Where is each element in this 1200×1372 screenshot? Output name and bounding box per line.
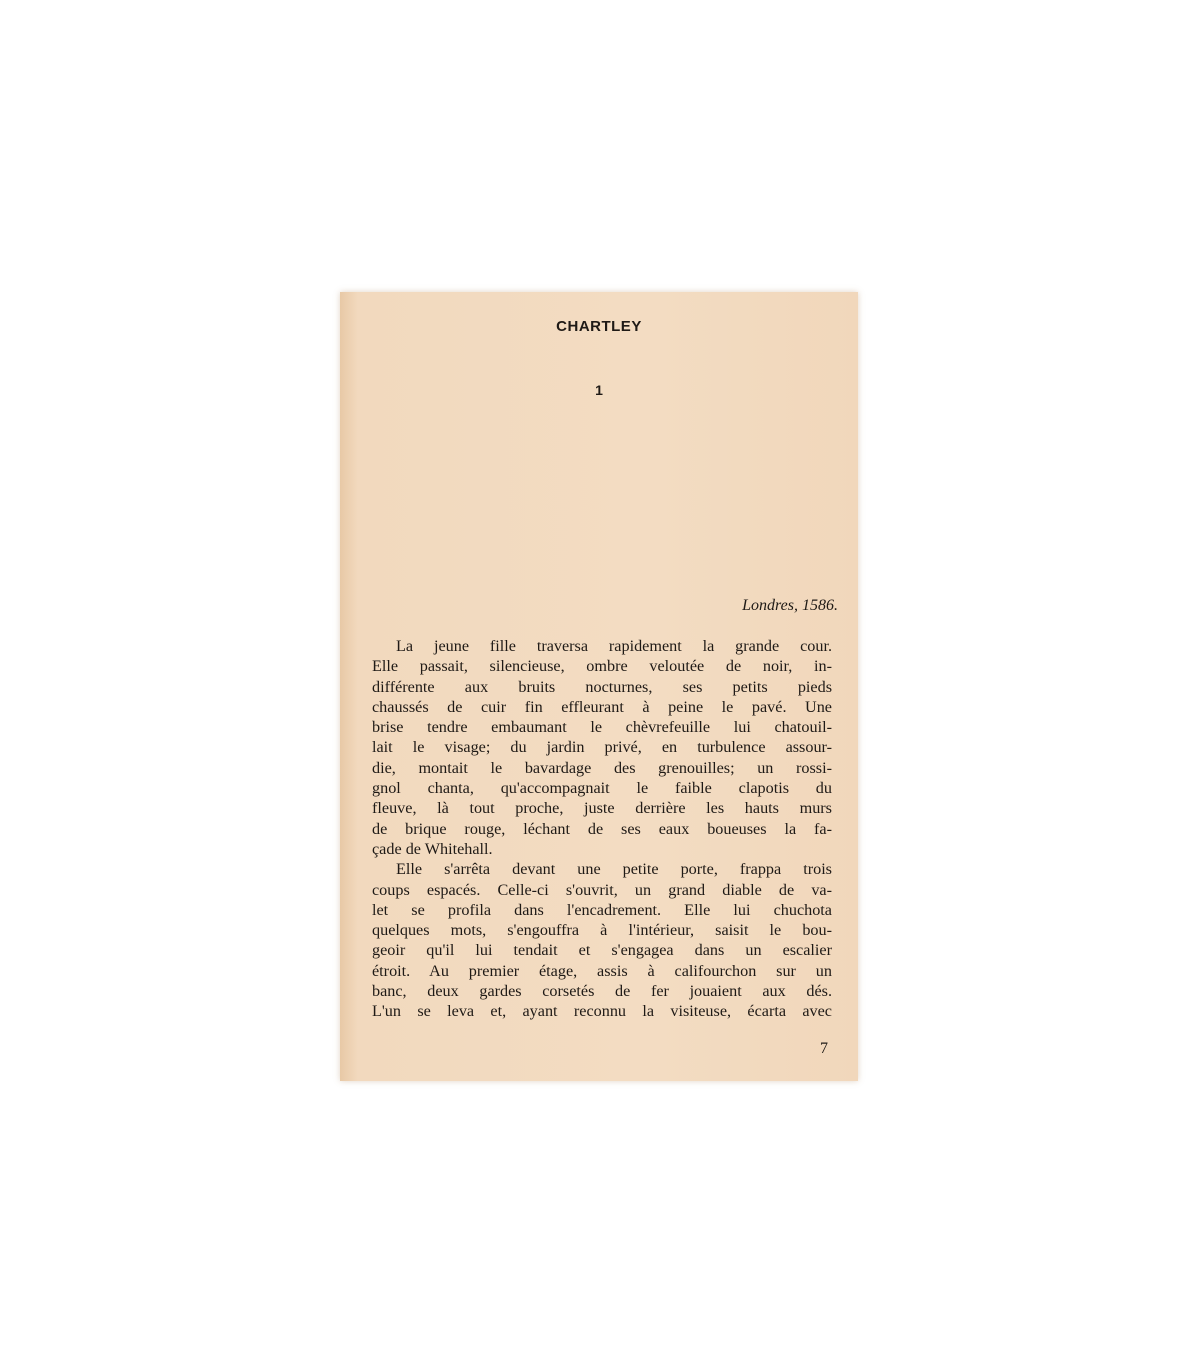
text-line: fleuve, là tout proche, juste derrière les hauts murs [372, 799, 832, 818]
text-line: chaussés de cuir fin effleurant à peine le pavé. Une [372, 697, 832, 716]
text-line: différente aux bruits nocturnes, ses petits pieds [372, 677, 832, 696]
paragraph-2 [372, 859, 832, 1021]
text-line: coups espacés. Celle-ci s'ouvrit, un grand diable de va- [372, 880, 832, 899]
paragraph-1 [372, 636, 832, 859]
text-line: Elle passait, silencieuse, ombre veloutée de noir, in- [372, 657, 832, 676]
dateline: Londres, 1586. [742, 597, 838, 614]
book-page [340, 292, 858, 1081]
text-line: étroit. Au premier étage, assis à califourchon sur un [372, 961, 832, 980]
text-line: let se profila dans l'encadrement. Elle lui chuchota [372, 900, 832, 919]
chapter-number: 1 [595, 382, 603, 398]
text-line: quelques mots, s'engouffra à l'intérieur, saisit le bou- [372, 921, 832, 940]
text-line: lait le visage; du jardin privé, en turbulence assour- [372, 738, 832, 757]
text-line: die, montait le bavardage des grenouilles; un rossi- [372, 758, 832, 777]
text-line: gnol chanta, qu'accompagnait le faible clapotis du [372, 779, 832, 798]
body-text [372, 636, 832, 1022]
text-line: banc, deux gardes corsetés de fer jouaient aux dés. [372, 982, 832, 1001]
chapter-title: CHARTLEY [556, 318, 642, 335]
text-line: brise tendre embaumant le chèvrefeuille lui chatouil- [372, 718, 832, 737]
text-line: geoir qu'il lui tendait et s'engagea dans un escalier [372, 941, 832, 960]
text-line: Elle s'arrêta devant une petite porte, frappa trois [396, 860, 832, 879]
text-line: La jeune fille traversa rapidement la grande cour. [396, 637, 832, 655]
text-line: L'un se leva et, ayant reconnu la visiteuse, écarta avec [372, 1002, 832, 1021]
page-number: 7 [820, 1040, 828, 1057]
text-line: çade de Whitehall. [372, 839, 493, 858]
text-line: de brique rouge, léchant de ses eaux boueuses la fa- [372, 819, 832, 838]
